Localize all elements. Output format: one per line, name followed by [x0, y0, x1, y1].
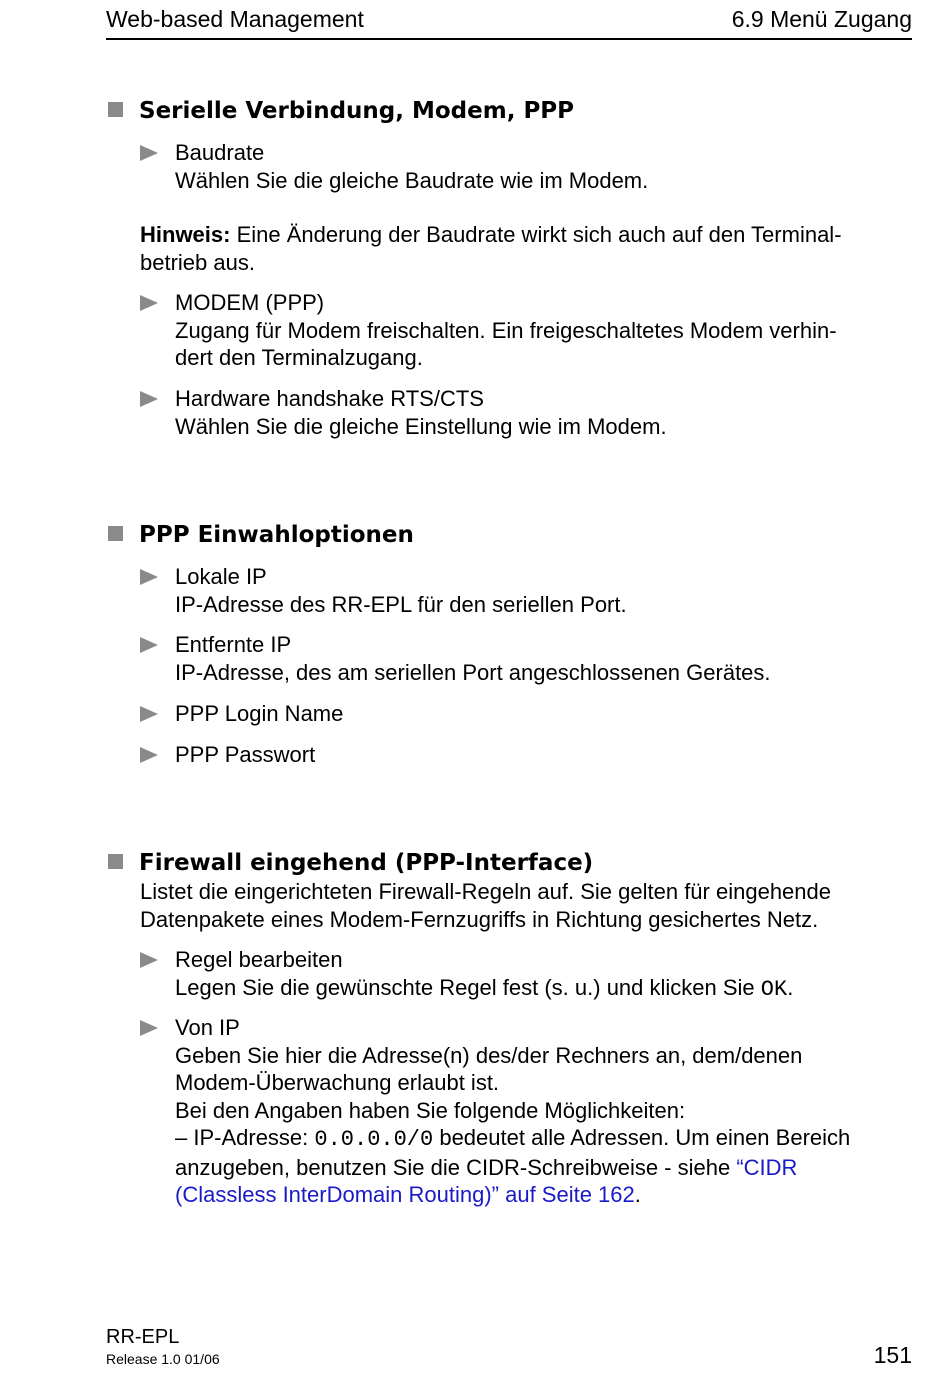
ok-code: OK [760, 976, 788, 1002]
cidr-link-cont[interactable]: (Classless InterDomain Routing)” auf Seite 162 [175, 1182, 635, 1207]
footer-release: Release 1.0 01/06 [106, 1351, 220, 1367]
section-title-firewall: Firewall eingehend (PPP-Interface) [108, 850, 593, 876]
arrow-bullet-icon [140, 637, 158, 653]
note-paragraph: Hinweis: Eine Änderung der Baudrate wirkt sich auch auf den Terminal- betrieb aus. [140, 222, 842, 275]
ip-code: 0.0.0.0/0 [314, 1127, 434, 1152]
item-label: Hardware handshake RTS/CTS [175, 386, 484, 411]
item-label: Baudrate [175, 140, 265, 165]
item-label: MODEM (PPP) [175, 290, 325, 315]
arrow-bullet-icon [140, 706, 158, 722]
header-chapter: 6.9 Menü Zugang [731, 6, 912, 32]
square-bullet-icon [108, 854, 123, 869]
firewall-description: Listet die eingerichteten Firewall-Regeln auf. Sie gelten für eingehende Datenpakete eines Modem-Fernzugriffs in Richtung gesichertes Netz. [140, 879, 831, 932]
item-label: PPP Login Name [175, 701, 344, 726]
item-label: Lokale IP [175, 564, 267, 589]
arrow-bullet-icon [140, 952, 158, 968]
page-number: 151 [873, 1342, 912, 1368]
arrow-bullet-icon [140, 569, 158, 585]
footer-info [106, 1326, 220, 1370]
header-title: Web-based Management [106, 6, 364, 32]
item-label: PPP Passwort [175, 742, 316, 767]
item-label: Entfernte IP [175, 632, 292, 657]
footer-product: RR-EPL [106, 1326, 180, 1348]
arrow-bullet-icon [140, 145, 158, 161]
item-label: Regel bearbeiten [175, 947, 343, 972]
note-label: Hinweis: [140, 222, 231, 247]
page-header [106, 4, 912, 40]
section-title-serial: Serielle Verbindung, Modem, PPP [108, 98, 574, 124]
section-title-ppp: PPP Einwahloptionen [108, 522, 414, 548]
square-bullet-icon [108, 526, 123, 541]
square-bullet-icon [108, 102, 123, 117]
item-label: Von IP [175, 1015, 240, 1040]
arrow-bullet-icon [140, 391, 158, 407]
arrow-bullet-icon [140, 747, 158, 763]
arrow-bullet-icon [140, 295, 158, 311]
cidr-link[interactable]: “CIDR [736, 1154, 798, 1180]
item-text: Wählen Sie die gleiche Baudrate wie im Modem. [175, 167, 649, 193]
arrow-bullet-icon [140, 1020, 158, 1036]
